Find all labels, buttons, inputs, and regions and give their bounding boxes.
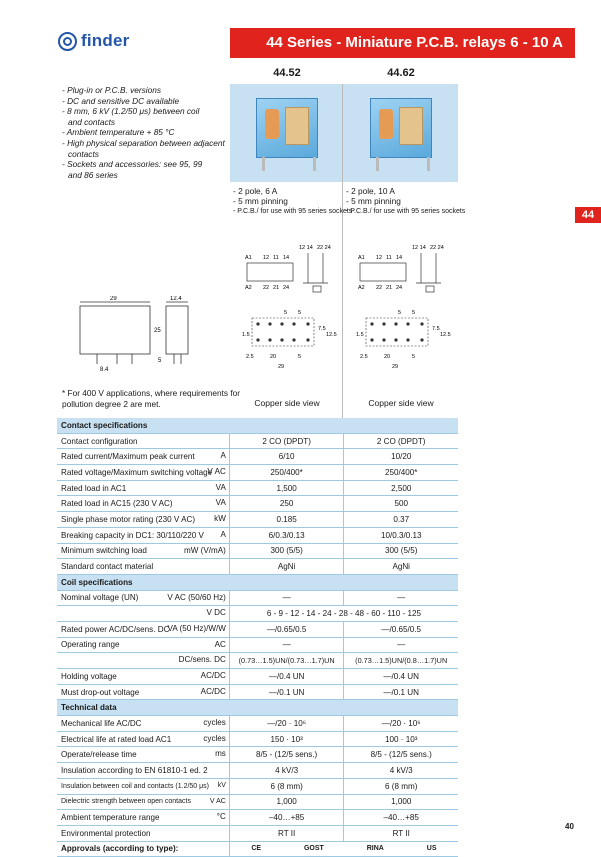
spec-label-text: Rated current/Maximum peak current — [61, 452, 195, 462]
dimension-label: 29 — [392, 364, 399, 370]
spec-label — [57, 527, 229, 543]
spec-label-text: Rated power AC/DC/sens. DC — [61, 624, 170, 634]
table-row — [57, 653, 458, 669]
approvals-row — [57, 841, 458, 857]
header — [0, 28, 601, 60]
spec-value: —/0.1 UN — [344, 684, 458, 700]
spec-value: — — [229, 590, 344, 606]
dimension-drawing — [62, 296, 202, 372]
variant-line: - 5 mm pinning — [346, 196, 401, 207]
dimension-height: 25 — [154, 328, 161, 334]
spec-label-text: Ambient temperature range — [61, 813, 160, 823]
spec-unit: cycles — [203, 718, 226, 728]
spec-label-text: Holding voltage — [61, 671, 117, 681]
dimension-width: 29 — [110, 296, 117, 302]
table-row — [57, 763, 458, 779]
spec-label — [57, 669, 229, 685]
table-row — [57, 731, 458, 747]
spec-unit: °C — [216, 812, 226, 822]
spec-value: 1,000 — [229, 794, 344, 810]
spec-value: (0.73…1.5)UN/(0.8…1.7)UN — [344, 653, 458, 669]
table-row — [57, 512, 458, 528]
pin-label: A2 — [245, 285, 252, 291]
spec-label — [57, 543, 229, 559]
spec-unit: AC — [214, 639, 226, 649]
spec-label-text: Contact configuration — [61, 436, 138, 446]
brand-name: finder — [81, 31, 130, 50]
table-row — [57, 810, 458, 826]
spec-label — [57, 747, 229, 763]
pin-label: 11 — [386, 255, 392, 261]
spec-label — [57, 559, 229, 575]
feature-list — [62, 85, 225, 180]
spec-label — [57, 621, 229, 637]
spec-unit: A — [220, 451, 226, 461]
spec-label — [57, 731, 229, 747]
table-row — [57, 825, 458, 841]
approval-mark-icon: RINA — [366, 845, 384, 853]
variant-line: - 5 mm pinning — [233, 196, 288, 207]
spec-value: 250/400* — [229, 465, 344, 481]
pin-label: A1 — [358, 255, 365, 261]
table-row — [57, 621, 458, 637]
spec-value: 1,000 — [344, 794, 458, 810]
pin-label: 12 14 — [299, 245, 313, 251]
spec-label — [57, 763, 229, 779]
spec-unit: AC/DC — [200, 686, 226, 696]
dimension-depth: 12.4 — [170, 296, 182, 302]
spec-unit: A — [220, 529, 226, 539]
dimension-pin: 5 — [158, 358, 162, 364]
spec-label — [57, 684, 229, 700]
spec-unit: V AC (50/60 Hz) — [167, 592, 226, 602]
feature-item: - Plug-in or P.C.B. versions — [62, 85, 161, 95]
series-tab[interactable]: 44 — [575, 207, 601, 223]
approvals-marks — [229, 841, 458, 857]
pin-label: 12 — [263, 255, 270, 261]
spec-value: —/0.4 UN — [344, 669, 458, 685]
spec-unit: VA (50 Hz)/W/W — [167, 623, 226, 633]
dimension-label: 12.5 — [326, 332, 337, 338]
dimension-label: 2.5 — [360, 354, 368, 360]
section-header — [57, 418, 458, 433]
table-row — [57, 684, 458, 700]
spec-value: 4 kV/3 — [229, 763, 344, 779]
spec-value: — — [344, 637, 458, 653]
section-title: Technical data — [57, 700, 458, 716]
spec-unit: V AC — [209, 797, 226, 805]
table-row — [57, 433, 458, 449]
spec-unit: mW (V/mA) — [184, 545, 226, 555]
table-row — [57, 606, 458, 622]
spec-label-text: Operate/release time — [61, 750, 137, 760]
approval-mark-icon: CE — [251, 845, 262, 853]
dimension-label: 7.5 — [318, 326, 326, 332]
spec-label-text: Insulation according to EN 61810-1 ed. 2 — [61, 765, 208, 775]
dimension-label: 1.5 — [356, 332, 364, 338]
spec-label-text: Single phase motor rating (230 V AC) — [61, 514, 196, 524]
spec-label-text: Standard contact material — [61, 562, 154, 572]
pin-label: 12 14 — [412, 245, 426, 251]
spec-value: 6 (8 mm) — [344, 778, 458, 794]
feature-item: - 8 mm, 6 kV (1.2/50 μs) between coil — [62, 106, 200, 117]
spec-value: 8/5 - (12/5 sens.) — [344, 747, 458, 763]
spec-unit: AC/DC — [200, 671, 226, 680]
feature-item: - Ambient temperature + 85 °C — [62, 127, 175, 138]
pin-label: 11 — [273, 255, 279, 261]
feature-item: contacts — [68, 148, 99, 159]
finder-logo — [58, 31, 129, 51]
spec-value: 4 kV/3 — [344, 763, 458, 779]
spec-label-text: Nominal voltage (UN) — [61, 593, 139, 603]
spec-label-text: Rated voltage/Maximum switching voltage — [61, 467, 213, 477]
spec-label-text: Rated load in AC1 — [61, 483, 127, 493]
dimension-label: 5 — [398, 310, 402, 316]
table-row — [57, 637, 458, 653]
table-row — [57, 559, 458, 575]
section-title: Coil specifications — [57, 574, 458, 590]
table-row — [57, 669, 458, 685]
spec-label — [57, 433, 229, 449]
pin-label: 22 24 — [317, 245, 331, 251]
spec-value: 10/0.3/0.13 — [344, 527, 458, 543]
feature-item: and 86 series — [68, 169, 118, 180]
spec-label — [57, 590, 229, 606]
spec-value: 6/10 — [229, 449, 344, 465]
dimension-label: 5 — [298, 310, 302, 316]
spec-value: 150 · 10³ — [229, 731, 344, 747]
copper-side-label: Copper side view — [254, 398, 320, 408]
spec-label-text: Environmental protection — [61, 828, 151, 838]
pin-label: 21 — [386, 285, 393, 291]
spec-label — [57, 810, 229, 826]
pin-label: 24 — [283, 285, 290, 291]
spec-value: 100 · 10³ — [344, 731, 458, 747]
table-row — [57, 716, 458, 732]
pcb-layout-4452 — [240, 308, 350, 378]
spec-value: —/20 · 10⁶ — [344, 716, 458, 732]
spec-value: —/20 · 10⁶ — [229, 716, 344, 732]
spec-label-text: Breaking capacity in DC1: 30/110/220 V — [61, 530, 204, 540]
table-row — [57, 794, 458, 810]
dimension-label: 5 — [298, 354, 302, 360]
finder-logo-icon — [58, 32, 77, 51]
table-row — [57, 590, 458, 606]
variant-line: - P.C.B./ for use with 95 series sockets — [346, 207, 466, 215]
spec-label — [57, 606, 229, 622]
spec-value: 8/5 - (12/5 sens.) — [229, 747, 344, 763]
spec-label-text: Dielectric strength between open contacts — [61, 798, 191, 806]
dimension-label: 20 — [270, 354, 277, 360]
dimension-label: 5 — [412, 310, 416, 316]
approval-mark-icon: GOST — [303, 845, 324, 853]
page-title: 44 Series - Miniature P.C.B. relays 6 - 10 A — [230, 28, 575, 58]
spec-label — [57, 825, 229, 841]
spec-label-text: Minimum switching load — [61, 546, 147, 556]
spec-label — [57, 778, 229, 794]
model-code-4462: 44.62 — [387, 67, 415, 79]
table-row — [57, 527, 458, 543]
feature-item: - DC and sensitive DC available — [62, 95, 180, 106]
dimension-label: 1.5 — [242, 332, 250, 338]
dimension-pitch: 8.4 — [100, 367, 109, 372]
spec-value: RT II — [229, 825, 344, 841]
spec-label — [57, 512, 229, 528]
spec-table — [57, 418, 458, 857]
pin-label: 22 24 — [430, 245, 444, 251]
section-header — [57, 700, 458, 716]
spec-value: —/0.65/0.5 — [344, 621, 458, 637]
spec-value: —/0.4 UN — [229, 669, 344, 685]
table-row — [57, 543, 458, 559]
dimension-label: 20 — [384, 354, 391, 360]
spec-value: — — [229, 637, 344, 653]
spec-label — [57, 465, 229, 481]
table-row — [57, 778, 458, 794]
pin-label: 14 — [396, 255, 403, 261]
spec-value: 6 (8 mm) — [229, 778, 344, 794]
spec-label-text: Mechanical life AC/DC — [61, 718, 142, 728]
spec-label-text: Electrical life at rated load AC1 — [61, 734, 172, 744]
spec-value: 6 - 9 - 12 - 14 - 24 - 28 - 48 - 60 - 110 - 125 — [229, 606, 458, 622]
page-number: 40 — [565, 822, 574, 831]
spec-unit: ms — [215, 749, 226, 759]
section-header — [57, 574, 458, 590]
dimension-label: 2.5 — [246, 354, 254, 360]
dimension-label: 7.5 — [432, 326, 440, 332]
spec-label-text: Rated load in AC15 (230 V AC) — [61, 499, 173, 509]
spec-label-text: Operating range — [61, 640, 120, 650]
pin-label: 24 — [396, 285, 403, 291]
copper-side-label: Copper side view — [368, 398, 434, 408]
pcb-layout-4462 — [354, 308, 464, 378]
relay-photo-4462 — [344, 84, 458, 182]
section-title: Contact specifications — [57, 418, 458, 433]
spec-value: 300 (5/5) — [344, 543, 458, 559]
spec-label — [57, 496, 229, 512]
spec-value: 0.185 — [229, 512, 344, 528]
spec-value: 10/20 — [344, 449, 458, 465]
variant-line: - P.C.B./ for use with 95 series sockets — [233, 207, 353, 215]
spec-value: 250/400* — [344, 465, 458, 481]
dimension-label: 5 — [284, 310, 288, 316]
spec-label — [57, 480, 229, 496]
spec-value: 2 CO (DPDT) — [344, 433, 458, 449]
spec-value: (0.73…1.5)UN/(0.73…1.7)UN — [229, 653, 344, 669]
pin-label: 22 — [263, 285, 270, 291]
table-row — [57, 496, 458, 512]
spec-value: AgNi — [229, 559, 344, 575]
spec-unit: DC/sens. DC — [178, 655, 226, 665]
wiring-diagram-4452 — [243, 243, 355, 303]
variant-4462 — [346, 186, 465, 217]
relay-photo-4452 — [230, 84, 344, 182]
table-row — [57, 449, 458, 465]
spec-label — [57, 637, 229, 653]
spec-unit: cycles — [203, 733, 226, 743]
dimension-label: 12.5 — [440, 332, 451, 338]
spec-unit: V AC — [207, 467, 226, 477]
spec-unit: kV — [217, 781, 226, 789]
spec-unit: kW — [214, 514, 226, 524]
dimension-label: 5 — [412, 354, 416, 360]
pin-label: 21 — [273, 285, 280, 291]
approvals-label: Approvals (according to type): — [57, 841, 229, 857]
spec-label-text: Must drop-out voltage — [61, 687, 140, 697]
spec-value: RT II — [344, 825, 458, 841]
pin-label: 14 — [283, 255, 290, 261]
spec-value: 1,500 — [229, 480, 344, 496]
spec-value: 0.37 — [344, 512, 458, 528]
feature-item: - Sockets and accessories: see 95, 99 — [62, 159, 203, 170]
spec-unit: VA — [215, 482, 226, 492]
footnote — [62, 388, 240, 409]
spec-value: —/0.1 UN — [229, 684, 344, 700]
footnote-line: pollution degree 2 are met. — [62, 398, 161, 409]
dimension-label: 29 — [278, 364, 285, 370]
spec-value: 300 (5/5) — [229, 543, 344, 559]
pin-label: A2 — [358, 285, 365, 291]
spec-value: 500 — [344, 496, 458, 512]
spec-value: –40…+85 — [229, 810, 344, 826]
approval-mark-icon: US — [426, 845, 437, 853]
table-row — [57, 747, 458, 763]
model-code-4452: 44.52 — [273, 67, 301, 79]
spec-value: —/0.65/0.5 — [229, 621, 344, 637]
spec-label — [57, 449, 229, 465]
variant-line: - 2 pole, 6 A — [233, 186, 278, 196]
pin-label: A1 — [245, 255, 252, 261]
spec-label — [57, 653, 229, 669]
feature-item: and contacts — [68, 116, 116, 127]
spec-value: 6/0.3/0.13 — [229, 527, 344, 543]
spec-unit: V DC — [206, 608, 226, 618]
table-row — [57, 465, 458, 481]
spec-value: 250 — [229, 496, 344, 512]
spec-value: –40…+85 — [344, 810, 458, 826]
spec-value: — — [344, 590, 458, 606]
variant-4452 — [233, 186, 352, 217]
spec-label — [57, 794, 229, 810]
spec-value: 2,500 — [344, 480, 458, 496]
spec-label-text: Insulation between coil and contacts (1.2/50 μs) — [61, 782, 210, 790]
spec-label — [57, 716, 229, 732]
spec-value: AgNi — [344, 559, 458, 575]
table-row — [57, 480, 458, 496]
pin-label: 22 — [376, 285, 383, 291]
variant-line: - 2 pole, 10 A — [346, 186, 395, 196]
spec-value: 2 CO (DPDT) — [229, 433, 344, 449]
wiring-diagram-4462 — [356, 243, 468, 303]
spec-unit: VA — [215, 498, 226, 508]
footnote-line: * For 400 V applications, where requirements for — [62, 388, 241, 398]
pin-label: 12 — [376, 255, 383, 261]
feature-item: - High physical separation between adjacent — [62, 137, 225, 148]
